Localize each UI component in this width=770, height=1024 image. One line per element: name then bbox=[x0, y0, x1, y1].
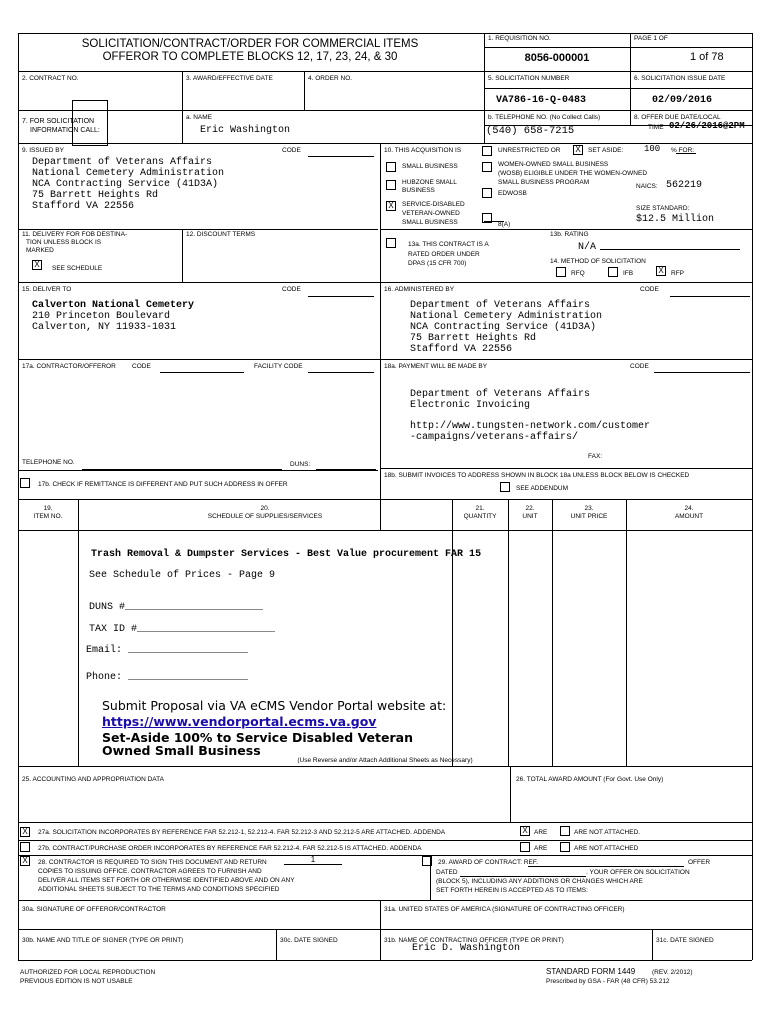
col22-title: UNIT bbox=[522, 513, 538, 520]
hubzone-label-l1: HUBZONE SMALL bbox=[402, 179, 457, 186]
block18b-label: 18b. SUBMIT INVOICES TO ADDRESS SHOWN IN BLOCK 18a UNLESS BLOCK BELOW IS CHECKED bbox=[384, 472, 690, 479]
footer-authorized: AUTHORIZED FOR LOCAL REPRODUCTION bbox=[20, 969, 156, 976]
block17a-code-label: CODE bbox=[132, 363, 151, 370]
schedule-see-prices: See Schedule of Prices - Page 9 bbox=[89, 570, 276, 581]
col20-header bbox=[78, 505, 452, 521]
block9-code-label: CODE bbox=[282, 147, 301, 154]
see-schedule-label: SEE SCHEDULE bbox=[52, 265, 103, 272]
page-count: 1 of 78 bbox=[690, 51, 724, 63]
block27a-not-attached-label: ARE NOT ATTACHED. bbox=[574, 829, 641, 836]
schedule-duns: DUNS #_______________________ bbox=[89, 602, 264, 613]
col19-header bbox=[18, 505, 78, 521]
block29-label-l3: (BLOCK 5), INCLUDING ANY ADDITIONS OR CHANGES WHICH ARE bbox=[436, 878, 643, 885]
sdvosb-checkbox[interactable]: X bbox=[386, 201, 396, 211]
block18a-label: 18a. PAYMENT WILL BE MADE BY bbox=[384, 363, 488, 370]
wosb-checkbox[interactable] bbox=[482, 162, 492, 172]
block8-label-l1: 8. OFFER DUE DATE/LOCAL bbox=[634, 114, 721, 121]
title-line-1: SOLICITATION/CONTRACT/ORDER FOR COMMERCIAL ITEMS bbox=[81, 38, 419, 50]
standard-form-number: STANDARD FORM 1449 bbox=[546, 967, 636, 976]
block16-code-label: CODE bbox=[640, 286, 659, 293]
administered-by-line: Stafford VA 22556 bbox=[410, 344, 513, 355]
block14-label: 14. METHOD OF SOLICITATION bbox=[550, 258, 646, 265]
see-schedule-checkbox[interactable]: X bbox=[32, 260, 42, 270]
block28-label-l2: COPIES TO ISSUING OFFICE. CONTRACTOR AGREES TO FURNISH AND bbox=[38, 868, 262, 875]
block8-label-l2: TIME bbox=[648, 124, 664, 131]
block25-label: 25. ACCOUNTING AND APPROPRIATION DATA bbox=[22, 776, 164, 783]
block7a-label: a. NAME bbox=[186, 114, 213, 121]
block9-label: 9. ISSUED BY bbox=[22, 147, 64, 154]
block4-label: 4. ORDER NO. bbox=[308, 75, 353, 82]
block13a-label-l1: 13a. THIS CONTRACT IS A bbox=[408, 241, 489, 248]
issued-by-line: 75 Barrett Heights Rd bbox=[32, 190, 159, 201]
rfp-checkbox[interactable]: X bbox=[656, 266, 666, 276]
payment-url-line: -campaigns/veterans-affairs/ bbox=[410, 432, 579, 443]
payment-line bbox=[410, 411, 650, 421]
prescribed-by: Prescribed by GSA - FAR (48 CFR) 53.212 bbox=[546, 978, 670, 985]
percent-for-label: % FOR: bbox=[671, 147, 695, 154]
administered-by-address bbox=[410, 300, 602, 355]
block16-label: 16. ADMINISTERED BY bbox=[384, 286, 455, 293]
deliver-to-line: 210 Princeton Boulevard bbox=[32, 311, 171, 322]
block28-label-l4: ADDITIONAL SHEETS SUBJECT TO THE TERMS AND CONDITIONS SPECIFIED bbox=[38, 886, 280, 893]
block31c-label: 31c. DATE SIGNED bbox=[656, 937, 714, 944]
block13a-label-l3: DPAS (15 CFR 700) bbox=[408, 260, 467, 267]
naics-code: 562219 bbox=[666, 180, 703, 191]
sdvosb-label-l1: SERVICE-DISABLED bbox=[402, 201, 465, 208]
block7b-label: b. TELEPHONE NO. (No Collect Calls) bbox=[488, 114, 601, 121]
block1-label: 1. REQUISITION NO. bbox=[488, 35, 551, 42]
block29-label-l1: 29. AWARD OF CONTRACT: REF. bbox=[438, 859, 538, 866]
block7-label-l1: 7. FOR SOLICITATION bbox=[22, 118, 95, 125]
block27b-not-attached-label: ARE NOT ATTACHED bbox=[574, 845, 639, 852]
page-label: PAGE 1 OF bbox=[634, 35, 668, 42]
col21-title: QUANTITY bbox=[463, 513, 497, 520]
block31b-label: 31b. NAME OF CONTRACTING OFFICER (TYPE OR PRINT) bbox=[384, 937, 564, 944]
block30b-label: 30b. NAME AND TITLE OF SIGNER (TYPE OR PRINT) bbox=[22, 937, 184, 944]
sdvosb-label-l2: VETERAN-OWNED bbox=[402, 210, 460, 217]
eight-a-label: 8(A) bbox=[498, 221, 511, 228]
wosb-label-l3: SMALL BUSINESS PROGRAM bbox=[498, 179, 590, 186]
telephone-label: TELEPHONE NO. bbox=[22, 459, 75, 466]
col22-header bbox=[508, 505, 552, 521]
block27a-not-attached-checkbox[interactable] bbox=[560, 826, 570, 836]
col21-header bbox=[452, 505, 508, 521]
schedule-phone: Phone: ____________________ bbox=[86, 672, 249, 683]
issued-by-line: National Cemetery Administration bbox=[32, 168, 225, 179]
schedule-email: Email: ____________________ bbox=[86, 645, 249, 656]
block15-label: 15. DELIVER TO bbox=[22, 286, 72, 293]
col20-title: SCHEDULE OF SUPPLIES/SERVICES bbox=[207, 513, 323, 520]
set-aside-checkbox[interactable]: X bbox=[573, 145, 583, 155]
block15-code-label: CODE bbox=[282, 286, 301, 293]
sdvosb-label-l3: SMALL BUSINESS bbox=[402, 219, 458, 226]
block27b-label: 27b. CONTRACT/PURCHASE ORDER INCORPORATES BY REFERENCE FAR 52.212-4. FAR 52.212-5 IS ATTACHED. ADDENDA bbox=[38, 845, 422, 852]
block30a-label: 30a. SIGNATURE OF OFFEROR/CONTRACTOR bbox=[22, 906, 166, 913]
form-revision: (REV. 2/2012) bbox=[652, 969, 693, 976]
block28-label-l3: DELIVER ALL ITEMS SET FORTH OR OTHERWISE IDENTIFIED ABOVE AND ON ANY bbox=[38, 877, 295, 884]
col19-num: 19. bbox=[43, 505, 53, 512]
block29-dated-label: DATED bbox=[436, 869, 458, 876]
requisition-number: 8056-000001 bbox=[524, 52, 590, 64]
block3-label: 3. AWARD/EFFECTIVE DATE bbox=[186, 75, 273, 82]
administered-by-line: 75 Barrett Heights Rd bbox=[410, 333, 537, 344]
payment-line: Electronic Invoicing bbox=[410, 400, 531, 411]
facility-code-label: FACILITY CODE bbox=[254, 363, 303, 370]
block5-label: 5. SOLICITATION NUMBER bbox=[488, 75, 570, 82]
reverse-note: (Use Reverse and/or Attach Additional Sheets as Necessary) bbox=[297, 757, 473, 764]
unrestricted-checkbox[interactable] bbox=[482, 146, 492, 156]
block17a-label: 17a. CONTRACTOR/OFFEROR bbox=[22, 363, 116, 370]
col24-header bbox=[626, 505, 752, 521]
remittance-checkbox[interactable] bbox=[20, 478, 30, 488]
block27a-are-label: ARE bbox=[534, 829, 548, 836]
unrestricted-label: UNRESTRICTED OR bbox=[498, 147, 561, 154]
block11-label-l1: 11. DELIVERY FOR FOB DESTINA- bbox=[22, 231, 128, 238]
submit-proposal-text: Submit Proposal via VA eCMS Vendor Portal website at: bbox=[102, 698, 447, 713]
rfq-checkbox[interactable] bbox=[556, 267, 566, 277]
edwosb-label: EDWOSB bbox=[498, 190, 527, 197]
administered-by-line: National Cemetery Administration bbox=[410, 311, 603, 322]
block18a-code-label: CODE bbox=[630, 363, 649, 370]
payment-address bbox=[410, 389, 650, 443]
block27a-checkbox[interactable]: X bbox=[20, 827, 30, 837]
form-title bbox=[20, 38, 480, 64]
block6-label: 6. SOLICITATION ISSUE DATE bbox=[634, 75, 726, 82]
solicitation-issue-date: 02/09/2016 bbox=[652, 95, 713, 106]
block29-label-l2: . YOUR OFFER ON SOLICITATION bbox=[586, 869, 690, 876]
block27a-are-checkbox[interactable]: X bbox=[520, 826, 530, 836]
block27b-not-attached-checkbox[interactable] bbox=[560, 842, 570, 852]
payment-line: Department of Veterans Affairs bbox=[410, 389, 591, 400]
col19-title: ITEM NO. bbox=[33, 513, 63, 520]
solicitation-number: VA786-16-Q-0483 bbox=[496, 95, 587, 106]
duns-label: DUNS: bbox=[290, 461, 311, 468]
deliver-to-address bbox=[32, 300, 194, 333]
schedule-title: Trash Removal & Dumpster Services - Best Value procurement FAR 15 bbox=[91, 549, 482, 560]
ifb-checkbox[interactable] bbox=[608, 267, 618, 277]
block17b-label: 17b. CHECK IF REMITTANCE IS DIFFERENT AND PUT SUCH ADDRESS IN OFFER bbox=[38, 481, 288, 488]
issued-by-line: Stafford VA 22556 bbox=[32, 201, 135, 212]
see-addendum-checkbox[interactable] bbox=[500, 482, 510, 492]
block11-label-l3: MARKED bbox=[26, 247, 54, 254]
eight-a-checkbox[interactable] bbox=[482, 213, 492, 223]
see-addendum-label: SEE ADDENDUM bbox=[516, 485, 569, 492]
hubzone-checkbox[interactable] bbox=[386, 180, 396, 190]
offer-due-date: 02/26/2016@2PM bbox=[669, 121, 745, 131]
block7-label-l2: INFORMATION CALL: bbox=[30, 127, 100, 134]
issued-by-address bbox=[32, 157, 224, 212]
size-standard-value: $12.5 Million bbox=[636, 214, 715, 225]
ifb-label: IFB bbox=[623, 270, 634, 277]
block27b-checkbox[interactable] bbox=[20, 842, 30, 852]
block10-label: 10. THIS ACQUISITION IS bbox=[384, 147, 462, 154]
block13b-label: 13b. RATING bbox=[550, 231, 589, 238]
block27b-are-checkbox[interactable] bbox=[520, 842, 530, 852]
set-aside-label: SET ASIDE: bbox=[588, 147, 624, 154]
issued-by-line: NCA Contracting Service (41D3A) bbox=[32, 179, 219, 190]
wosb-label-l2: (WOSB) ELIGIBLE UNDER THE WOMEN-OWNED bbox=[498, 170, 648, 177]
block13a-label-l2: RATED ORDER UNDER bbox=[408, 251, 480, 258]
set-aside-notice-clip bbox=[102, 743, 261, 758]
deliver-to-line: Calverton, NY 11933-1031 bbox=[32, 322, 177, 333]
rfq-label: RFQ bbox=[571, 270, 585, 277]
block29-checkbox[interactable] bbox=[422, 856, 432, 866]
block27a-label: 27a. SOLICITATION INCORPORATES BY REFERENCE FAR 52.212-1, 52.212-4. FAR 52.212-3 AND 52.212-5 ARE ATTACHED. ADDENDA bbox=[38, 829, 446, 836]
block11-label-l2: TION UNLESS BLOCK IS bbox=[26, 239, 102, 246]
deliver-to-line: Calverton National Cemetery bbox=[32, 300, 195, 311]
contracting-officer-name: Eric D. Washington bbox=[412, 943, 521, 954]
col24-title: AMOUNT bbox=[674, 513, 704, 520]
set-aside-percent: 100 bbox=[644, 144, 661, 154]
naics-label: NAICS: bbox=[636, 183, 658, 190]
payment-url-line: http://www.tungsten-network.com/customer bbox=[410, 421, 651, 432]
col20-num: 20. bbox=[260, 505, 270, 512]
block2-label: 2. CONTRACT NO. bbox=[22, 75, 79, 82]
rfp-label: RFP bbox=[671, 270, 684, 277]
contact-phone: (540) 658-7215 bbox=[486, 125, 575, 137]
block28-checkbox[interactable]: X bbox=[20, 856, 30, 866]
administered-by-line: NCA Contracting Service (41D3A) bbox=[410, 322, 597, 333]
footer-previous-edition: PREVIOUS EDITION IS NOT USABLE bbox=[20, 978, 133, 985]
contact-name: Eric Washington bbox=[200, 125, 291, 136]
set-aside-notice: Set-Aside 100% to Service Disabled Veteran bbox=[102, 730, 413, 745]
block28-copies[interactable]: 1 bbox=[284, 855, 342, 865]
block31a-label: 31a. UNITED STATES OF AMERICA (SIGNATURE OF CONTRACTING OFFICER) bbox=[384, 906, 625, 913]
schedule-tax-id: TAX ID #_______________________ bbox=[89, 624, 276, 635]
rating-value: N/A bbox=[578, 242, 597, 253]
wosb-label-l1: WOMEN-OWNED SMALL BUSINESS bbox=[498, 161, 609, 168]
edwosb-checkbox[interactable] bbox=[482, 188, 492, 198]
title-line-2: OFFEROR TO COMPLETE BLOCKS 12, 17, 23, 24, & 30 bbox=[102, 51, 398, 63]
rated-order-checkbox[interactable] bbox=[386, 238, 396, 248]
col21-num: 21. bbox=[475, 505, 485, 512]
administered-by-line: Department of Veterans Affairs bbox=[410, 300, 591, 311]
small-business-checkbox[interactable] bbox=[386, 162, 396, 172]
block30c-label: 30c. DATE SIGNED bbox=[280, 937, 338, 944]
small-business-label: SMALL BUSINESS bbox=[402, 163, 458, 170]
col23-num: 23. bbox=[584, 505, 594, 512]
size-standard-label: SIZE STANDARD: bbox=[636, 205, 690, 212]
set-aside-notice-line2: Owned Small Business bbox=[102, 743, 261, 758]
block28-label-l1: 28. CONTRACTOR IS REQUIRED TO SIGN THIS DOCUMENT AND RETURN bbox=[38, 859, 267, 866]
block12-label: 12. DISCOUNT TERMS bbox=[186, 231, 256, 238]
col22-num: 22. bbox=[525, 505, 535, 512]
hubzone-label-l2: BUSINESS bbox=[402, 187, 435, 194]
vendor-portal-link[interactable]: https://www.vendorportal.ecms.va.gov bbox=[102, 714, 377, 729]
block27b-are-label: ARE bbox=[534, 845, 548, 852]
block26-label: 26. TOTAL AWARD AMOUNT (For Govt. Use Only) bbox=[516, 776, 664, 783]
col23-header bbox=[552, 505, 626, 521]
block29-label-l4: SET FORTH HEREIN IS ACCEPTED AS TO ITEMS: bbox=[436, 887, 588, 894]
fax-label: FAX: bbox=[588, 453, 603, 460]
block29-offer-label: OFFER bbox=[688, 859, 711, 866]
col23-title: UNIT PRICE bbox=[570, 513, 608, 520]
col24-num: 24. bbox=[684, 505, 694, 512]
issued-by-line: Department of Veterans Affairs bbox=[32, 157, 213, 168]
